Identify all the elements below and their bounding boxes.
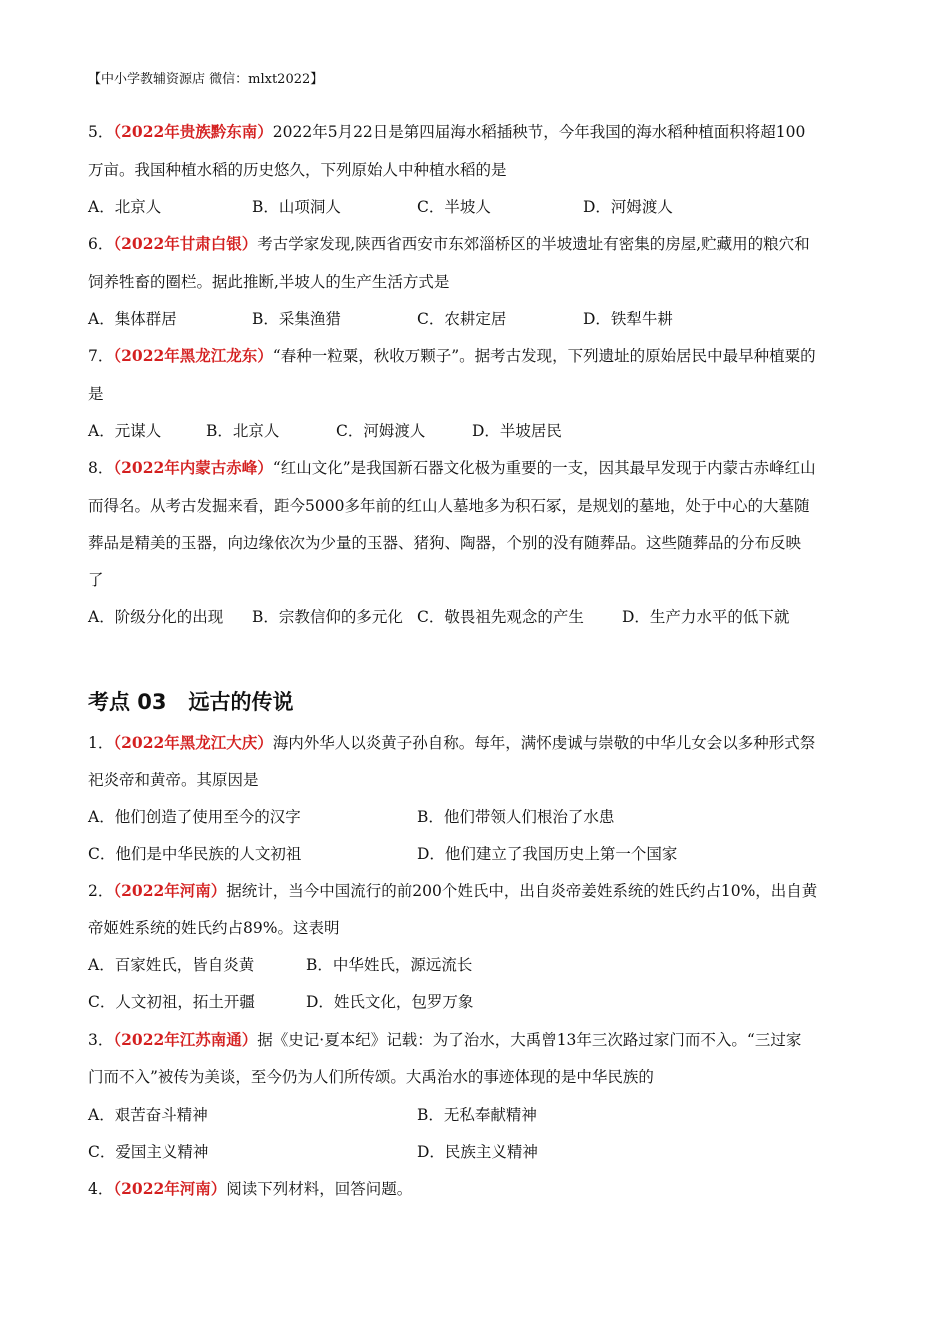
option-b: B．无私奉献精神 xyxy=(417,1106,537,1124)
question-source: （2022年内蒙古赤峰） xyxy=(113,458,273,477)
option-c: C．农耕定居 xyxy=(417,310,507,328)
question-5-line-1 xyxy=(88,122,805,142)
question-source: （2022年黑龙江大庆） xyxy=(113,733,273,752)
option-b: B．宗教信仰的多元化 xyxy=(252,608,403,626)
question-number: 6． xyxy=(88,235,114,253)
section-label: 考点 03 xyxy=(88,690,167,714)
option-d: D．河姆渡人 xyxy=(583,198,673,216)
question-text: 海内外华人以炎黄子孙自称。每年，满怀虔诚与崇敬的中华儿女会以多种形式祭 xyxy=(272,734,816,752)
question-7-line-1 xyxy=(88,346,816,366)
question-7-line-2: 是 xyxy=(88,385,104,403)
section-heading xyxy=(88,686,294,716)
option-a: A．北京人 xyxy=(88,198,162,216)
question-text: 据统计，当今中国流行的前200个姓氏中，出自炎帝姜姓系统的姓氏约占10%，出自黄 xyxy=(226,882,818,900)
option-d: D．半坡居民 xyxy=(472,422,562,440)
option-d: D．他们建立了我国历史上第一个国家 xyxy=(417,845,678,863)
question-text: 考古学家发现,陕西省西安市东郊淄桥区的半坡遗址有密集的房屋,贮藏用的粮穴和 xyxy=(257,235,810,253)
question-8-line-3: 葬品是精美的玉器，向边缘依次为少量的玉器、猪狗、陶器，个别的没有随葬品。这些随葬品的分布反映 xyxy=(88,534,802,552)
section-question-1-line-2: 祀炎帝和黄帝。其原因是 xyxy=(88,771,259,789)
question-text: 2022年5月22日是第四届海水稻插秧节，今年我国的海水稻种植面积将超100 xyxy=(272,123,806,141)
section-question-1-line-1 xyxy=(88,733,815,753)
question-text: “春种一粒粟，秋收万颗子”。据考古发现，下列遗址的原始居民中最早种植粟的 xyxy=(272,347,816,365)
option-c: C．河姆渡人 xyxy=(336,422,426,440)
option-c: C．半坡人 xyxy=(417,198,491,216)
question-5-line-2: 万亩。我国种植水稻的历史悠久，下列原始人中种植水稻的是 xyxy=(88,161,507,179)
section-question-3-line-1 xyxy=(88,1030,801,1050)
question-source: （2022年江苏南通） xyxy=(113,1030,258,1049)
question-source: （2022年甘肃白银） xyxy=(113,234,258,253)
question-number: 3． xyxy=(88,1031,114,1049)
question-number: 5． xyxy=(88,123,114,141)
option-a: A．他们创造了使用至今的汉字 xyxy=(88,808,301,826)
option-d: D．铁犁牛耕 xyxy=(583,310,673,328)
question-number: 2． xyxy=(88,882,114,900)
option-b: B．中华姓氏，源远流长 xyxy=(306,956,473,974)
option-d: D．姓氏文化，包罗万象 xyxy=(306,993,474,1011)
question-number: 7． xyxy=(88,347,114,365)
question-number: 8． xyxy=(88,459,114,477)
section-question-4-line-1 xyxy=(88,1179,412,1199)
page-header: 【中小学教辅资源店 微信：mlxt2022】 xyxy=(88,72,324,87)
option-c: C．爱国主义精神 xyxy=(88,1143,209,1161)
question-source: （2022年黑龙江龙东） xyxy=(113,346,273,365)
question-8-line-2: 而得名。从考古发掘来看，距今5000多年前的红山人墓地多为积石冢，是规划的墓地，处于中心的大墓随 xyxy=(88,497,810,515)
question-6-line-1 xyxy=(88,234,810,254)
section-title: 远古的传说 xyxy=(188,690,294,714)
option-d: D．生产力水平的低下就 xyxy=(622,608,790,626)
option-c: C．人文初祖，拓土开疆 xyxy=(88,993,255,1011)
option-a: A．阶级分化的出现 xyxy=(88,608,224,626)
option-c: C．他们是中华民族的人文初祖 xyxy=(88,845,302,863)
section-question-2-line-1 xyxy=(88,881,817,901)
option-b: B．山项洞人 xyxy=(252,198,341,216)
question-text: “红山文化”是我国新石器文化极为重要的一支，因其最早发现于内蒙古赤峰红山 xyxy=(272,459,816,477)
question-number: 1． xyxy=(88,734,114,752)
option-a: A．元谋人 xyxy=(88,422,162,440)
option-b: B．他们带领人们根治了水患 xyxy=(417,808,615,826)
option-a: A．集体群居 xyxy=(88,310,177,328)
option-d: D．民族主义精神 xyxy=(417,1143,538,1161)
question-8-line-4: 了 xyxy=(88,571,104,589)
question-source: （2022年河南） xyxy=(113,881,227,900)
option-a: A．艰苦奋斗精神 xyxy=(88,1106,208,1124)
section-question-3-line-2: 门而不入”被传为美谈，至今仍为人们所传颂。大禹治水的事迹体现的是中华民族的 xyxy=(88,1068,654,1086)
question-text: 阅读下列材料，回答问题。 xyxy=(226,1180,413,1198)
question-6-line-2: 饲养牲畜的圈栏。据此推断,半坡人的生产生活方式是 xyxy=(88,273,450,291)
option-b: B．采集渔猎 xyxy=(252,310,341,328)
option-c: C．敬畏祖先观念的产生 xyxy=(417,608,584,626)
option-a: A．百家姓氏，皆自炎黄 xyxy=(88,956,255,974)
question-8-line-1 xyxy=(88,458,816,478)
section-question-2-line-2: 帝姬姓系统的姓氏约占89%。这表明 xyxy=(88,919,340,937)
question-source: （2022年河南） xyxy=(113,1179,227,1198)
question-source: （2022年贵族黔东南） xyxy=(113,122,273,141)
question-number: 4． xyxy=(88,1180,114,1198)
option-b: B．北京人 xyxy=(206,422,280,440)
question-text: 据《史记·夏本纪》记载：为了治水，大禹曾13年三次路过家门而不入。“三过家 xyxy=(257,1031,802,1049)
